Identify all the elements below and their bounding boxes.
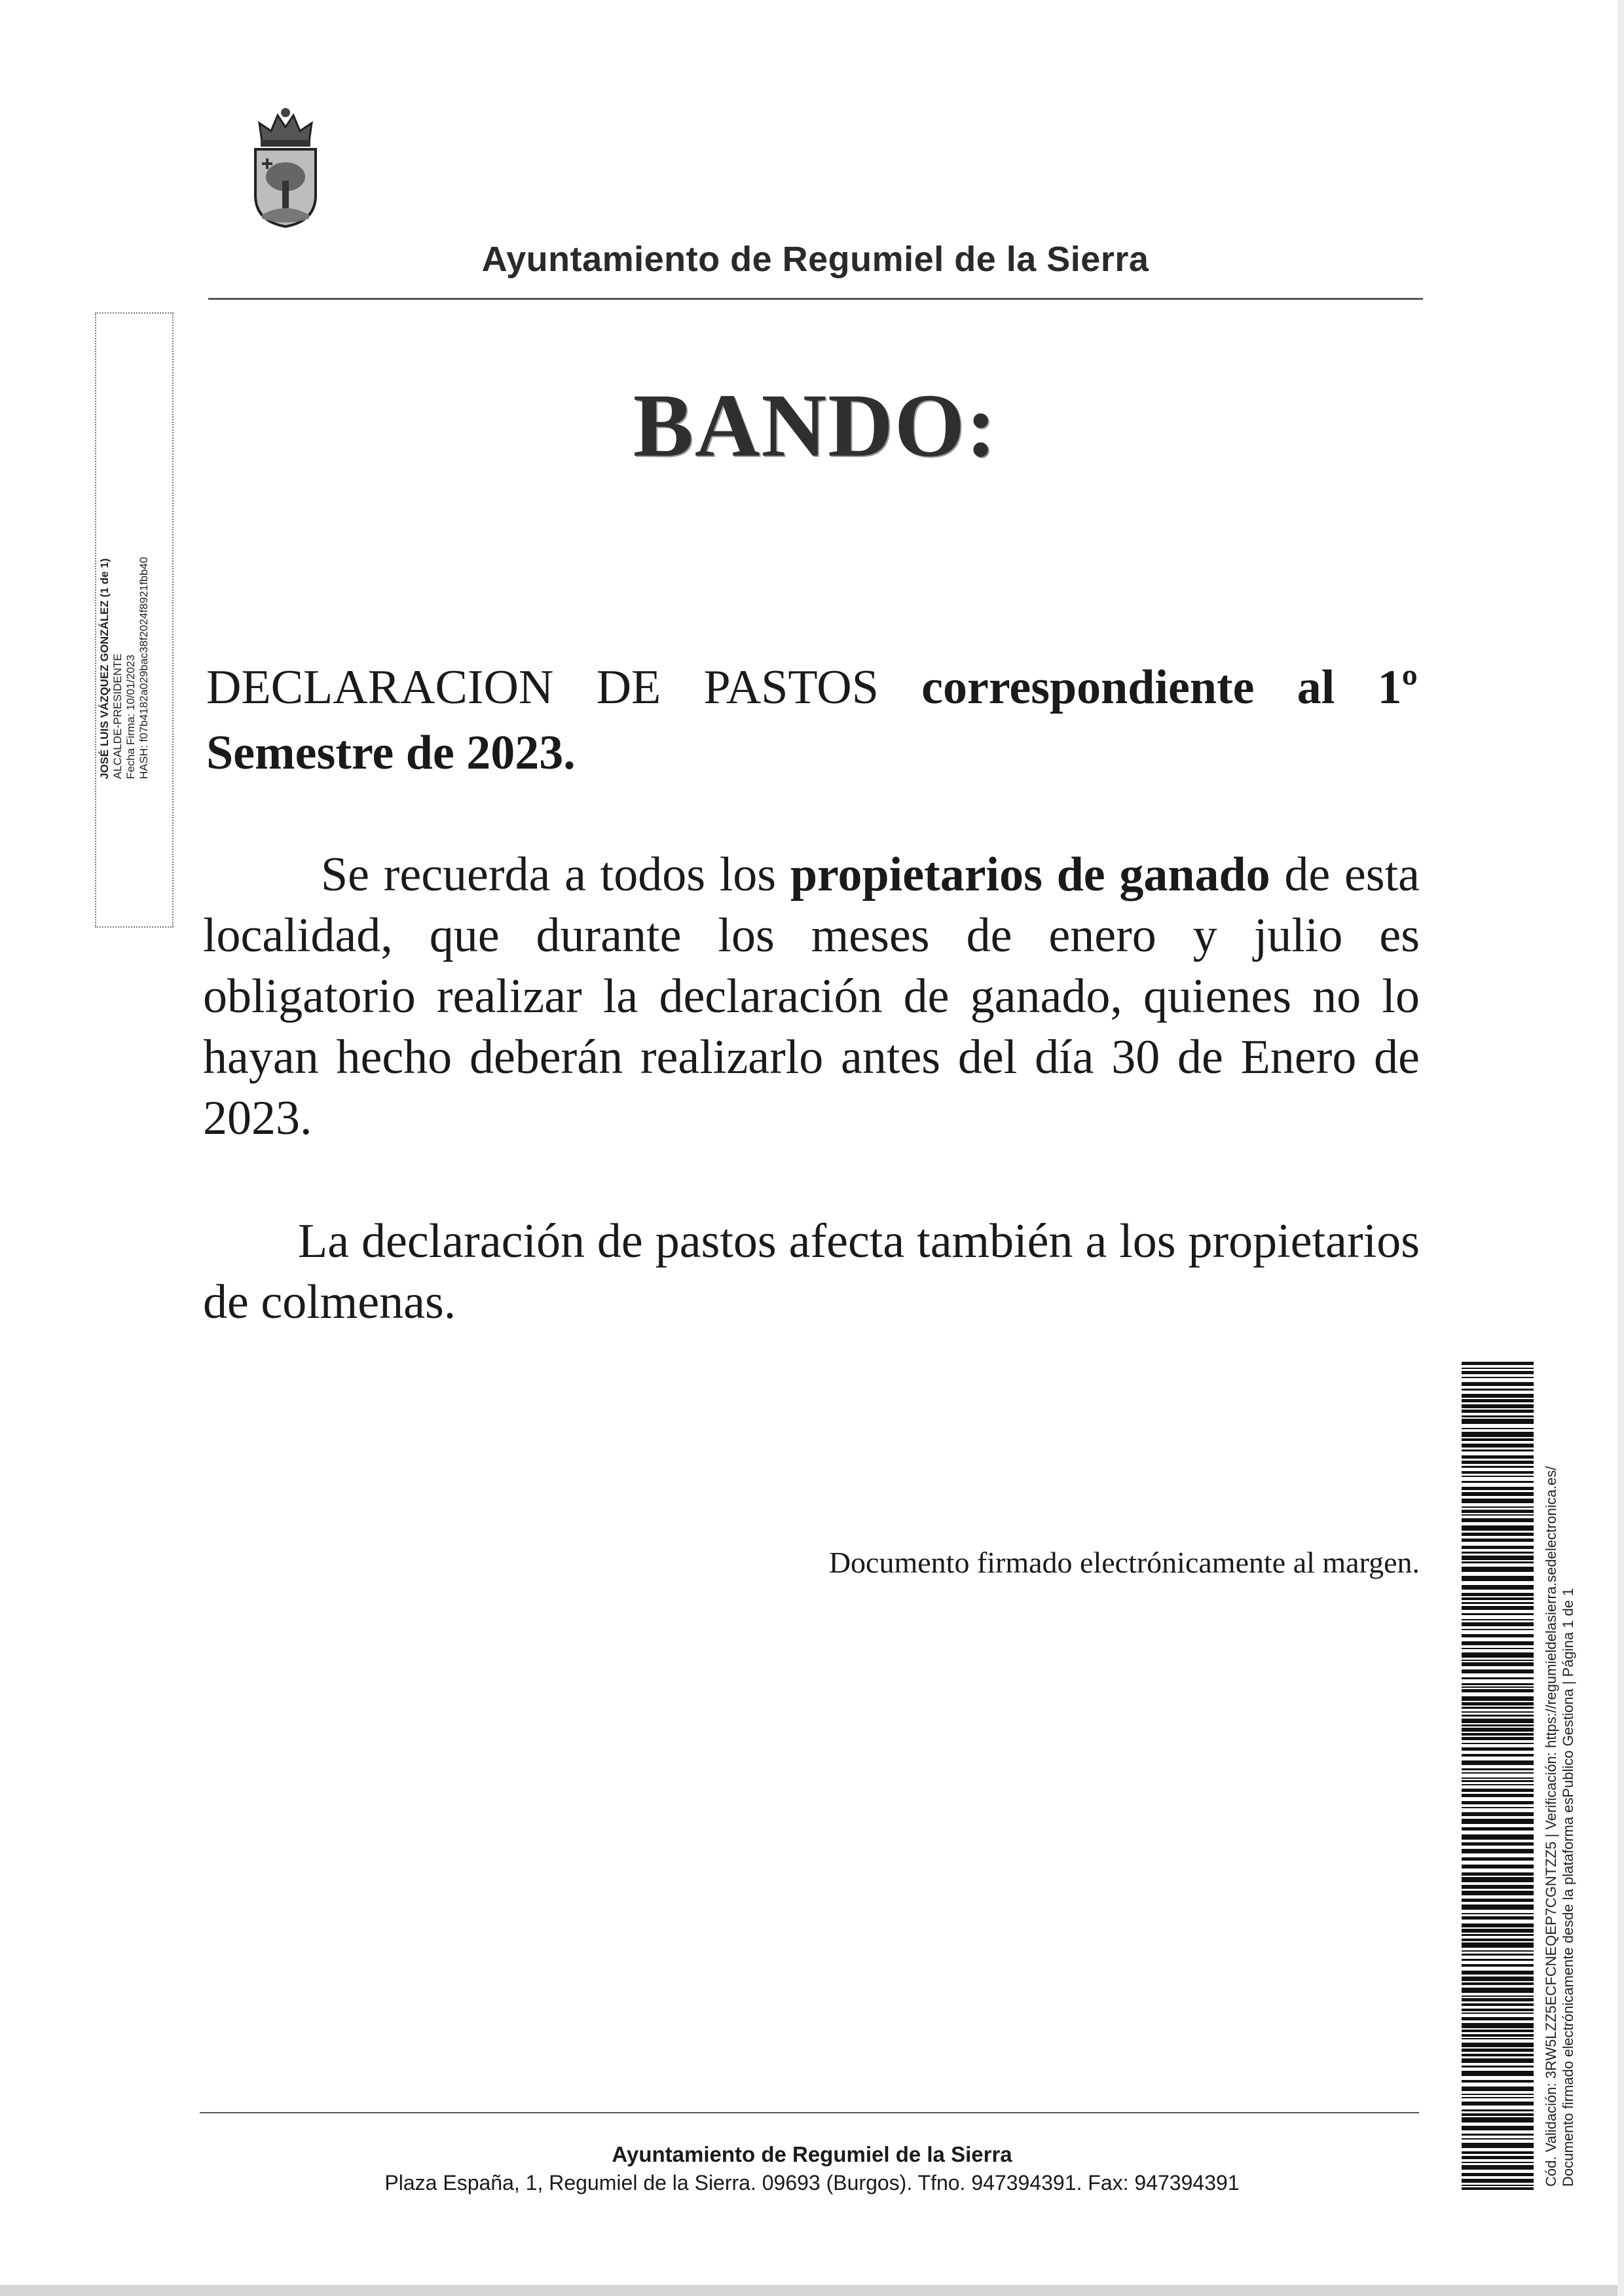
signature-signer: JOSÉ LUIS VÁZQUEZ GONZÁLEZ (1 de 1) — [98, 558, 111, 779]
barcode-bar — [1462, 1432, 1534, 1437]
barcode-bar — [1462, 1995, 1534, 1997]
barcode-bar — [1462, 1368, 1534, 1369]
validation-platform: Documento firmado electrónicamente desde la plataforma esPublico Gestiona | Página 1 de 1 — [1560, 1588, 1576, 2187]
barcode-icon — [1462, 1362, 1534, 2193]
barcode-bar — [1462, 1662, 1534, 1666]
barcode-bar — [1462, 1977, 1534, 1981]
barcode-bar — [1462, 1760, 1534, 1765]
subject-heading — [206, 655, 1418, 786]
barcode-bar — [1462, 1652, 1534, 1658]
barcode-bar — [1462, 2094, 1534, 2095]
barcode-bar — [1462, 1449, 1534, 1451]
barcode-bar — [1462, 1807, 1534, 1808]
barcode-bar — [1462, 1812, 1534, 1816]
barcode-bar — [1462, 2134, 1534, 2136]
barcode-bar — [1462, 1719, 1534, 1723]
barcode-bar — [1462, 1428, 1534, 1429]
barcode-bar — [1462, 1872, 1534, 1876]
barcode-bar — [1462, 1476, 1534, 1477]
barcode-bar — [1462, 1506, 1534, 1508]
signature-hash: HASH: f07b4182a029bac38f2024f8921fbb40 — [138, 556, 150, 779]
barcode-bar — [1462, 1711, 1534, 1713]
barcode-bar — [1462, 1567, 1534, 1572]
barcode-bar — [1462, 1602, 1534, 1604]
barcode-bar — [1462, 1784, 1534, 1785]
footer-address: Plaza España, 1, Regumiel de la Sierra. 09693 (Burgos). Tfno. 947394391. Fax: 947394391 — [384, 2171, 1240, 2195]
barcode-bar — [1462, 1686, 1534, 1688]
barcode-bar — [1462, 2003, 1534, 2006]
barcode-bar — [1462, 1399, 1534, 1402]
barcode-bar — [1462, 2038, 1534, 2039]
barcode-bar — [1462, 2179, 1534, 2183]
barcode-bar — [1462, 1419, 1534, 1424]
barcode-bar — [1462, 1641, 1534, 1645]
barcode-bar — [1462, 2143, 1534, 2148]
barcode-bar — [1462, 1959, 1534, 1961]
barcode-bar — [1462, 1619, 1534, 1620]
barcode-bar — [1462, 1669, 1534, 1673]
barcode-bar — [1462, 1444, 1534, 1448]
signed-note: Documento firmado electrónicamente al margen. — [828, 1546, 1420, 1579]
barcode-bar — [1462, 1849, 1534, 1853]
paragraph-2: La declaración de pastos afecta también a los propietarios de colmenas. — [203, 1214, 1420, 1329]
barcode-bar — [1462, 1606, 1534, 1610]
barcode-bar — [1462, 1702, 1534, 1705]
barcode-bar — [1462, 1885, 1534, 1889]
barcode-bar — [1462, 2071, 1534, 2076]
paragraph-1-before: Se recuerda a todos los — [321, 848, 790, 902]
barcode-bar — [1462, 1733, 1534, 1736]
barcode-bar — [1462, 1942, 1534, 1948]
barcode-bar — [1462, 2080, 1534, 2083]
barcode-bar — [1462, 2102, 1534, 2105]
barcode-bar — [1462, 1389, 1534, 1391]
barcode-bar — [1462, 1518, 1534, 1522]
barcode-bar — [1462, 1404, 1534, 1408]
barcode-bar — [1462, 1552, 1534, 1554]
barcode-bar — [1462, 1677, 1534, 1679]
barcode-bar — [1462, 1492, 1534, 1496]
barcode-bar — [1462, 1689, 1534, 1692]
barcode-bar — [1462, 2165, 1534, 2170]
barcode-bar — [1462, 1546, 1534, 1549]
barcode-bar — [1462, 1834, 1534, 1840]
barcode-bar — [1462, 2117, 1534, 2123]
barcode-bar — [1462, 1696, 1534, 1701]
barcode-bar — [1462, 1934, 1534, 1936]
barcode-bar — [1462, 2126, 1534, 2130]
barcode-bar — [1462, 2185, 1534, 2186]
barcode-bar — [1462, 1743, 1534, 1744]
barcode-bar — [1462, 2030, 1534, 2032]
barcode-bar — [1462, 1593, 1534, 1596]
barcode-bar — [1462, 1362, 1534, 1365]
barcode-bar — [1462, 1514, 1534, 1516]
barcode-bar — [1462, 1939, 1534, 1941]
barcode-bar — [1462, 1622, 1534, 1626]
validation-code: Cód. Validación: 3RW5LZZ5ECFCNEQEP7CGNTZZ5 | Verificación: https://regumieldelasierra.sedelectronica.es/ — [1543, 1466, 1559, 2187]
scan-edge-bottom — [0, 2285, 1624, 2296]
barcode-bar — [1462, 1683, 1534, 1685]
barcode-bar — [1462, 1777, 1534, 1779]
barcode-bar — [1462, 2162, 1534, 2163]
barcode-bar — [1462, 2086, 1534, 2091]
scan-edge-right — [1617, 0, 1624, 2296]
barcode-bar — [1462, 2034, 1534, 2037]
barcode-bar — [1462, 1634, 1534, 1637]
barcode-bar — [1462, 1747, 1534, 1751]
barcode-bar — [1462, 2049, 1534, 2052]
barcode-bar — [1462, 1510, 1534, 1513]
barcode-bar — [1462, 1466, 1534, 1468]
barcode-bar — [1462, 1371, 1534, 1374]
barcode-bar — [1462, 2097, 1534, 2098]
header-title: Ayuntamiento de Regumiel de la Sierra — [481, 240, 1149, 279]
barcode-bar — [1462, 1772, 1534, 1774]
barcode-bar — [1462, 1857, 1534, 1861]
barcode-bar — [1462, 1576, 1534, 1581]
barcode-bar — [1462, 1819, 1534, 1824]
barcode-bar — [1462, 2009, 1534, 2011]
validation-text — [1539, 1388, 1591, 2187]
subject-normal: DECLARACION DE PASTOS — [206, 661, 922, 714]
barcode-bar — [1462, 1487, 1534, 1490]
barcode-bar — [1462, 1801, 1534, 1804]
barcode-bar — [1462, 1455, 1534, 1459]
barcode-bar — [1462, 1827, 1534, 1831]
barcode-bar — [1462, 1707, 1534, 1709]
barcode-bar — [1462, 1877, 1534, 1882]
barcode-bar — [1462, 1950, 1534, 1952]
barcode-bar — [1462, 1988, 1534, 1993]
barcode-bar — [1462, 1660, 1534, 1661]
barcode-bar — [1462, 1481, 1534, 1483]
barcode-bar — [1462, 2187, 1534, 2190]
barcode-bar — [1462, 2109, 1534, 2111]
barcode-bar — [1462, 2173, 1534, 2176]
barcode-bar — [1462, 2013, 1534, 2014]
barcode-bar — [1462, 2043, 1534, 2047]
barcode-bar — [1462, 1904, 1534, 1910]
barcode-bar — [1462, 1415, 1534, 1417]
footer-name: Ayuntamiento de Regumiel de la Sierra — [612, 2142, 1012, 2166]
signature-role: ALCALDE-PRESIDENTE — [111, 653, 124, 779]
signature-text — [98, 498, 170, 779]
barcode-bar — [1462, 2066, 1534, 2068]
barcode-bar — [1462, 1923, 1534, 1927]
coat-of-arms-icon — [248, 103, 323, 228]
barcode-bar — [1462, 1768, 1534, 1770]
barcode-bar — [1462, 1539, 1534, 1542]
barcode-bar — [1462, 1913, 1534, 1914]
barcode-bar — [1462, 1842, 1534, 1846]
barcode-bar — [1462, 2156, 1534, 2159]
barcode-bar — [1462, 1865, 1534, 1868]
barcode-bar — [1462, 1929, 1534, 1933]
barcode-bar — [1462, 2151, 1534, 2154]
barcode-bar — [1462, 1556, 1534, 1560]
barcode-bar — [1462, 1737, 1534, 1740]
barcode-bar — [1462, 1613, 1534, 1615]
barcode-bar — [1462, 2023, 1534, 2028]
barcode-bar — [1462, 2017, 1534, 2020]
barcode-bar — [1462, 1789, 1534, 1792]
barcode-bar — [1462, 1998, 1534, 2001]
barcode-bar — [1462, 1971, 1534, 1975]
barcode-bar — [1462, 1648, 1534, 1649]
barcode-bar — [1462, 1780, 1534, 1782]
barcode-bar — [1462, 1597, 1534, 1600]
barcode-bar — [1462, 1916, 1534, 1920]
barcode-bar — [1462, 1499, 1534, 1503]
barcode-bar — [1462, 1794, 1534, 1797]
header-divider — [208, 298, 1423, 300]
barcode-bar — [1462, 1525, 1534, 1531]
barcode-bar — [1462, 1394, 1534, 1398]
subject-bold: correspondiente al 1º Semestre de 2023. — [206, 661, 1418, 780]
barcode-bar — [1462, 2138, 1534, 2140]
barcode-bar — [1462, 2113, 1534, 2116]
barcode-bar — [1462, 1754, 1534, 1757]
barcode-bar — [1462, 1561, 1534, 1563]
barcode-bar — [1462, 1715, 1534, 1717]
barcode-bar — [1462, 1954, 1534, 1956]
paragraph-1-bold: propietarios de ganado — [790, 848, 1270, 902]
barcode-bar — [1462, 2058, 1534, 2063]
barcode-bar — [1462, 1471, 1534, 1474]
barcode-bar — [1462, 1891, 1534, 1895]
signature-date: Fecha Firma: 10/01/2023 — [124, 655, 137, 779]
barcode-bar — [1462, 1461, 1534, 1464]
barcode-bar — [1462, 1438, 1534, 1441]
barcode-bar — [1462, 1964, 1534, 1967]
barcode-bar — [1462, 1899, 1534, 1902]
paragraph-1 — [203, 845, 1420, 1149]
barcode-bar — [1462, 1629, 1534, 1630]
barcode-bar — [1462, 1728, 1534, 1732]
barcode-bar — [1462, 1382, 1534, 1386]
barcode-bar — [1462, 1533, 1534, 1536]
barcode-bar — [1462, 1982, 1534, 1985]
paragraph-1-after: de esta localidad, que durante los meses de enero y julio es obligatorio realizar la declaración de ganado, quienes no lo hayan hecho deberán realizarlo antes del día 30 de Enero de 2023. — [203, 848, 1420, 1145]
barcode-bar — [1462, 1410, 1534, 1413]
barcode-bar — [1462, 2054, 1534, 2056]
barcode-bar — [1462, 1724, 1534, 1726]
barcode-bar — [1462, 1585, 1534, 1590]
footer-divider — [200, 2112, 1419, 2113]
barcode-bar — [1462, 1377, 1534, 1378]
bando-title: BANDO: — [633, 375, 998, 475]
